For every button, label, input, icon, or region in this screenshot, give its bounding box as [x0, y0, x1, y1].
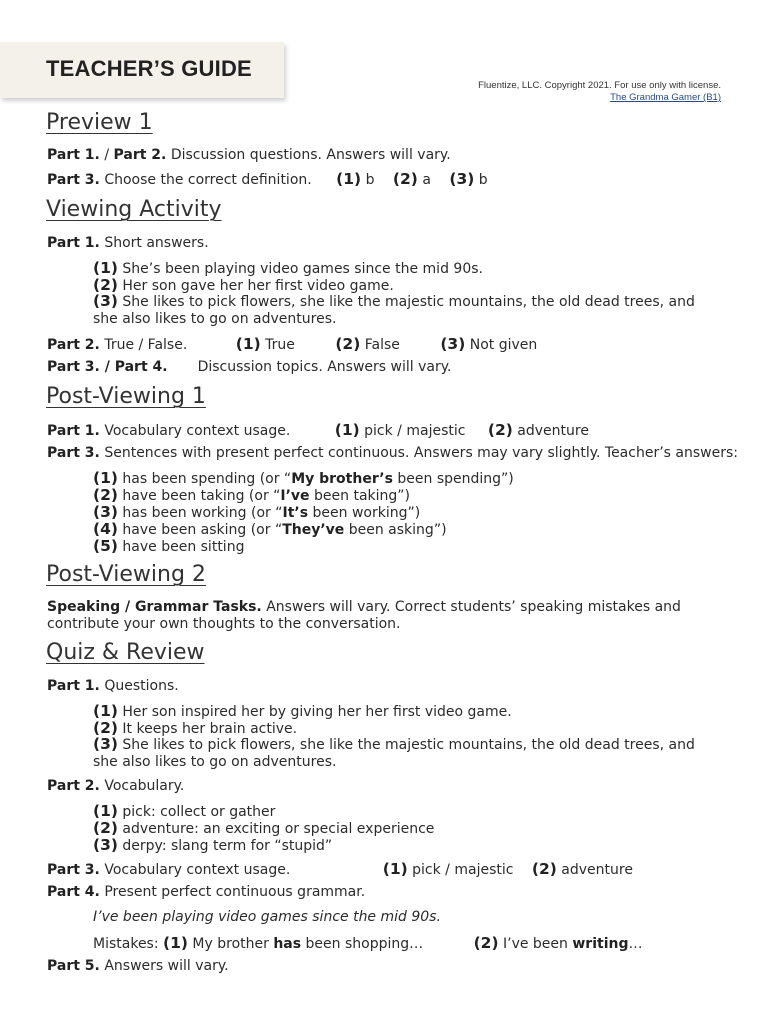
mistakes-line: Mistakes: (1) My brother has been shopping… (2) I’ve been writing… [93, 934, 643, 952]
quiz-part2: Part 2. Vocabulary. [47, 778, 185, 794]
list-item: (3) She likes to pick flowers, she like the majestic mountains, the old dead trees, and she also likes to go on adventures. [93, 735, 695, 770]
list-item: (1) She’s been playing video games since the mid 90s. [93, 259, 483, 277]
list-item: (3) She likes to pick flowers, she like the majestic mountains, the old dead trees, and she also likes to go on adventures. [93, 292, 695, 327]
quiz-part1: Part 1. Questions. [47, 678, 179, 694]
heading-post-viewing-2: Post-Viewing 2 [46, 562, 206, 587]
part-label: Part 3. / Part 4. [47, 359, 168, 375]
quiz-part4: Part 4. Present perfect continuous grammar. [47, 884, 366, 900]
part-label: Part 2. [113, 147, 167, 163]
heading-preview-1: Preview 1 [46, 110, 153, 135]
example-sentence: I’ve been playing video games since the mid 90s. [93, 909, 441, 925]
preview1-part3: Part 3. Choose the correct definition. (1) b (2) a (3) b [47, 170, 488, 188]
part-label: Part 2. [47, 778, 100, 794]
part-label: Part 3. [47, 445, 100, 461]
list-item: (2) adventure: an exciting or special experience [93, 819, 435, 837]
part-label: Part 1. [47, 147, 100, 163]
part-label: Speaking / Grammar Tasks. [47, 599, 262, 615]
viewing-part1: Part 1. Short answers. [47, 235, 209, 251]
heading-viewing-activity: Viewing Activity [46, 197, 222, 222]
list-item: (2) It keeps her brain active. [93, 719, 298, 737]
part-label: Part 3. [47, 172, 100, 188]
lesson-link[interactable]: The Grandma Gamer (B1) [610, 92, 721, 103]
viewing-part2: Part 2. True / False. (1) True (2) False (3) Not given [47, 335, 538, 353]
part-label: Part 2. [47, 337, 100, 353]
page-title: TEACHER’S GUIDE [46, 56, 252, 81]
post2-paragraph: Speaking / Grammar Tasks. Answers will vary. Correct students’ speaking mistakes and contribute your own thoughts to the conversation. [47, 599, 681, 632]
part-label: Part 1. [47, 423, 100, 439]
part-label: Part 3. [47, 862, 100, 878]
header-meta [478, 80, 721, 104]
list-item: (4) have been asking (or “They’ve been asking”) [93, 520, 447, 538]
copyright-text: Fluentize, LLC. Copyright 2021. For use only with license. [478, 80, 721, 91]
heading-post-viewing-1: Post-Viewing 1 [46, 384, 206, 409]
list-item: (3) has been working (or “It’s been working”) [93, 503, 421, 521]
post1-part3: Part 3. Sentences with present perfect continuous. Answers may vary slightly. Teacher’s answers: [47, 445, 738, 461]
part-label: Part 1. [47, 678, 100, 694]
quiz-part5: Part 5. Answers will vary. [47, 958, 229, 974]
part-label: Part 5. [47, 958, 100, 974]
post1-part1: Part 1. Vocabulary context usage. (1) pick / majestic (2) adventure [47, 421, 589, 439]
list-item: (2) have been taking (or “I’ve been taking”) [93, 486, 410, 504]
list-item: (1) pick: collect or gather [93, 802, 276, 820]
list-item: (1) has been spending (or “My brother’s been spending”) [93, 469, 514, 487]
heading-quiz-review: Quiz & Review [46, 640, 205, 665]
part-label: Part 1. [47, 235, 100, 251]
viewing-part3-4: Part 3. / Part 4. Discussion topics. Answers will vary. [47, 359, 452, 375]
list-item: (1) Her son inspired her by giving her her first video game. [93, 702, 512, 720]
list-item: (5) have been sitting [93, 537, 245, 555]
part-label: Part 4. [47, 884, 100, 900]
list-item: (3) derpy: slang term for “stupid” [93, 836, 333, 854]
list-item: (2) Her son gave her her first video game. [93, 276, 394, 294]
quiz-part3: Part 3. Vocabulary context usage. (1) pick / majestic (2) adventure [47, 860, 633, 878]
preview1-part1-2: Part 1. / Part 2. Discussion questions. Answers will vary. [47, 147, 451, 163]
